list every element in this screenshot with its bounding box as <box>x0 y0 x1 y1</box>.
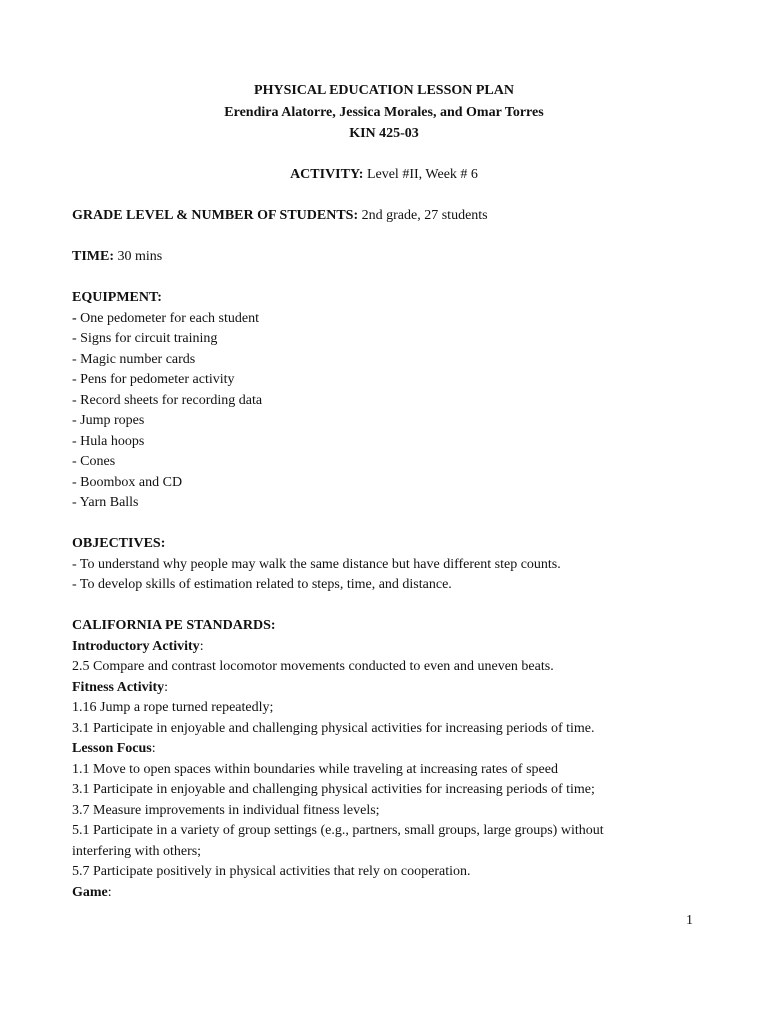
grade-level-line <box>72 206 692 227</box>
list-item: - Magic number cards <box>72 351 196 367</box>
equipment-section <box>72 288 692 514</box>
activity-value: Level #II, Week # 6 <box>363 167 478 182</box>
time-value: 30 mins <box>114 249 163 264</box>
objectives-section <box>72 534 692 596</box>
list-item: - Pens for pedometer activity <box>72 372 235 387</box>
subheading-game <box>72 883 692 904</box>
list-item: - Record sheets for recording data <box>72 392 263 408</box>
course-code: KIN 425-03 <box>349 126 419 141</box>
subheading-label: Introductory Activity <box>72 638 200 654</box>
activity-label: ACTIVITY: <box>290 167 364 182</box>
list-item: - To develop skills of estimation related to steps, time, and distance. <box>72 577 452 592</box>
subheading-lesson-focus <box>72 739 692 760</box>
list-item: 2.5 Compare and contrast locomotor movements conducted to even and uneven beats. <box>72 659 554 674</box>
list-item: 5.7 Participate positively in physical activities that rely on cooperation. <box>72 864 471 879</box>
list-item: - Hula hoops <box>72 433 145 449</box>
list-item: 1.16 Jump a rope turned repeatedly; <box>72 700 274 715</box>
list-item: - Yarn Balls <box>72 495 139 510</box>
document-title: PHYSICAL EDUCATION LESSON PLAN <box>254 83 514 98</box>
equipment-heading: EQUIPMENT: <box>72 290 162 305</box>
standards-section <box>72 616 692 903</box>
list-dash: - <box>72 310 77 326</box>
grade-level-value: 2nd grade, 27 students <box>358 208 488 223</box>
subheading-colon: : <box>151 741 156 756</box>
list-item: 5.1 Participate in a variety of group settings (e.g., partners, small groups, large groups) without <box>72 823 604 838</box>
list-item <box>72 309 692 330</box>
list-item: 3.7 Measure improvements in individual fitness levels; <box>72 802 380 818</box>
time-label: TIME: <box>72 249 114 264</box>
list-item: 1.1 Move to open spaces within boundaries while traveling at increasing rates of speed <box>72 761 558 777</box>
objectives-heading: OBJECTIVES: <box>72 536 166 551</box>
page-number: 1 <box>686 913 693 928</box>
list-item: - Boombox and CD <box>72 474 183 490</box>
subheading-colon: : <box>199 638 204 654</box>
subheading-label: Game <box>72 884 108 900</box>
list-item: 3.1 Participate in enjoyable and challenging physical activities for increasing periods of time. <box>72 720 595 736</box>
list-item: - Signs for circuit training <box>72 331 218 346</box>
subheading-label: Lesson Focus <box>72 741 152 756</box>
time-line <box>72 247 692 268</box>
subheading-colon: : <box>164 679 169 695</box>
subheading-label: Fitness Activity <box>72 679 165 695</box>
list-item: - To understand why people may walk the same distance but have different step counts. <box>72 556 561 572</box>
standards-heading: CALIFORNIA PE STANDARDS: <box>72 618 276 633</box>
subheading-fitness-activity <box>72 678 692 699</box>
list-item: - Jump ropes <box>72 413 145 428</box>
grade-level-label: GRADE LEVEL & NUMBER OF STUDENTS: <box>72 208 359 223</box>
authors-line: Erendira Alatorre, Jessica Morales, and Omar Torres <box>224 105 544 120</box>
list-item: - Cones <box>72 454 116 469</box>
list-item: 3.1 Participate in enjoyable and challenging physical activities for increasing periods of time; <box>72 782 595 797</box>
subheading-colon: : <box>107 884 112 900</box>
list-item: interfering with others; <box>72 843 202 859</box>
subheading-introductory-activity <box>72 637 692 658</box>
activity-line <box>0 166 768 184</box>
list-item-text: One pedometer for each student <box>76 310 259 326</box>
